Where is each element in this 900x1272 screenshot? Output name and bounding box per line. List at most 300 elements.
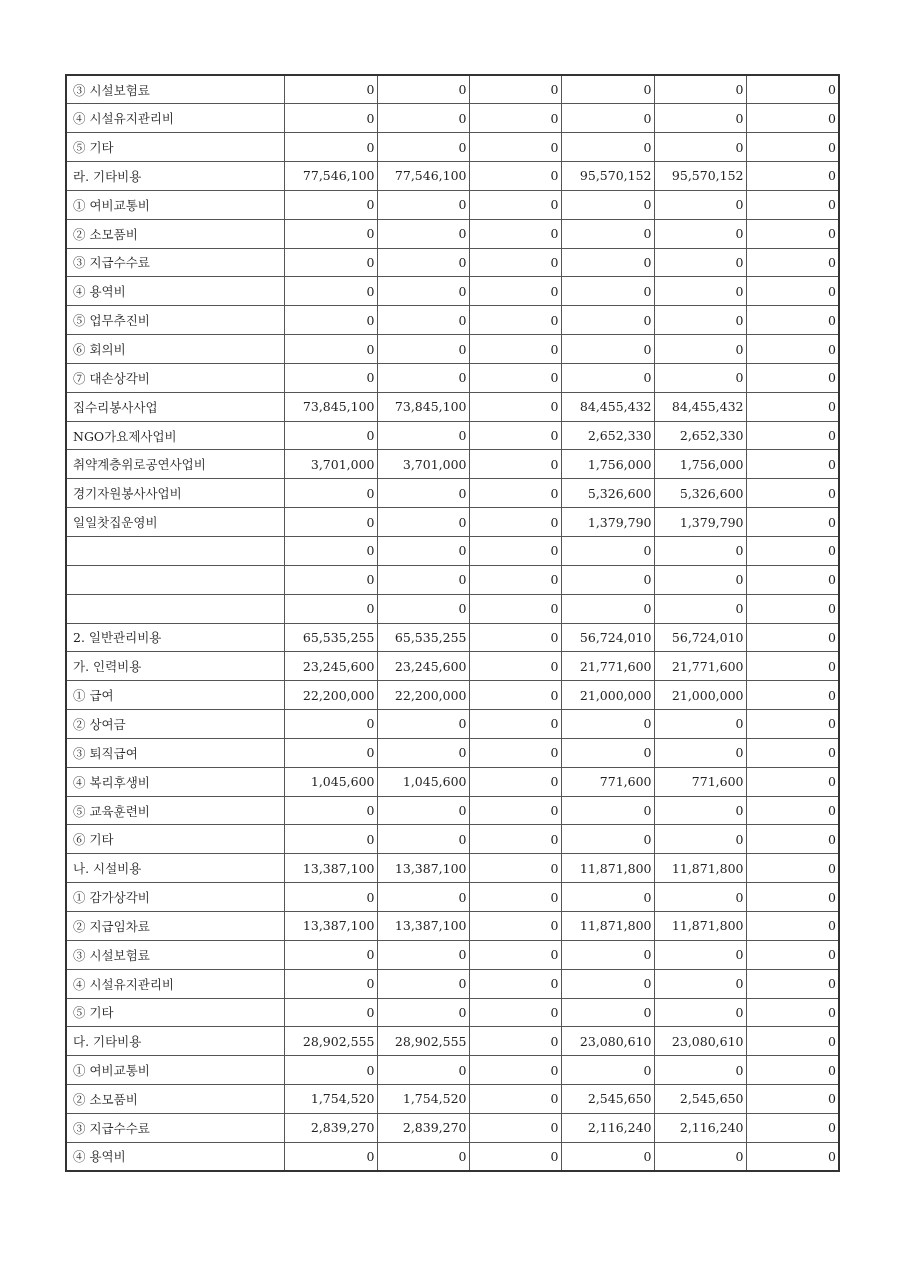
- table-row: [66, 392, 839, 421]
- amount-cell: 2,116,240: [561, 1113, 654, 1142]
- amount-cell: 11,871,800: [561, 854, 654, 883]
- amount-cell: 0: [469, 162, 561, 191]
- amount-cell: 0: [746, 190, 839, 219]
- table-row: [66, 1085, 839, 1114]
- amount-cell: 0: [469, 363, 561, 392]
- amount-cell: 0: [469, 710, 561, 739]
- table-row: [66, 1142, 839, 1171]
- table-row: [66, 1113, 839, 1142]
- amount-cell: 0: [377, 998, 469, 1027]
- amount-cell: 0: [377, 825, 469, 854]
- amount-cell: 0: [469, 133, 561, 162]
- amount-cell: 0: [377, 796, 469, 825]
- row-label-cell: ⑥ 회의비: [66, 335, 284, 364]
- amount-cell: 0: [561, 998, 654, 1027]
- amount-cell: 0: [469, 652, 561, 681]
- amount-cell: 0: [284, 133, 377, 162]
- amount-cell: 0: [469, 306, 561, 335]
- amount-cell: 0: [746, 277, 839, 306]
- amount-cell: 0: [469, 508, 561, 537]
- table-row: [66, 652, 839, 681]
- amount-cell: 0: [284, 306, 377, 335]
- amount-cell: 0: [746, 652, 839, 681]
- amount-cell: 0: [469, 1085, 561, 1114]
- row-label-cell: ④ 용역비: [66, 1142, 284, 1171]
- amount-cell: 0: [746, 1085, 839, 1114]
- amount-cell: 0: [561, 104, 654, 133]
- table-row: [66, 767, 839, 796]
- amount-cell: 0: [561, 75, 654, 104]
- amount-cell: 0: [377, 883, 469, 912]
- row-label-cell: ⑤ 교육훈련비: [66, 796, 284, 825]
- amount-cell: 1,756,000: [654, 450, 746, 479]
- amount-cell: 0: [284, 969, 377, 998]
- row-label-cell: 가. 인력비용: [66, 652, 284, 681]
- amount-cell: 0: [284, 248, 377, 277]
- amount-cell: 0: [284, 104, 377, 133]
- row-label-cell: ① 여비교통비: [66, 190, 284, 219]
- amount-cell: 0: [746, 969, 839, 998]
- table-row: [66, 565, 839, 594]
- row-label-cell: 라. 기타비용: [66, 162, 284, 191]
- row-label-cell: [66, 537, 284, 566]
- amount-cell: 0: [746, 363, 839, 392]
- amount-cell: 0: [561, 594, 654, 623]
- amount-cell: 0: [654, 594, 746, 623]
- amount-cell: 0: [469, 825, 561, 854]
- amount-cell: 1,045,600: [284, 767, 377, 796]
- amount-cell: 77,546,100: [377, 162, 469, 191]
- amount-cell: 0: [561, 190, 654, 219]
- amount-cell: 0: [377, 1142, 469, 1171]
- amount-cell: 0: [469, 738, 561, 767]
- amount-cell: 22,200,000: [377, 681, 469, 710]
- amount-cell: 0: [469, 623, 561, 652]
- amount-cell: 84,455,432: [654, 392, 746, 421]
- table-row: [66, 277, 839, 306]
- amount-cell: 0: [746, 104, 839, 133]
- amount-cell: 0: [746, 883, 839, 912]
- amount-cell: 1,379,790: [654, 508, 746, 537]
- amount-cell: 0: [654, 710, 746, 739]
- table-row: [66, 969, 839, 998]
- amount-cell: 0: [377, 133, 469, 162]
- amount-cell: 0: [746, 1142, 839, 1171]
- amount-cell: 3,701,000: [377, 450, 469, 479]
- amount-cell: 0: [377, 335, 469, 364]
- amount-cell: 0: [284, 738, 377, 767]
- table-row: [66, 681, 839, 710]
- amount-cell: 21,771,600: [561, 652, 654, 681]
- amount-cell: 0: [284, 796, 377, 825]
- amount-cell: 0: [377, 565, 469, 594]
- amount-cell: 0: [654, 1142, 746, 1171]
- table-row: [66, 104, 839, 133]
- amount-cell: 0: [469, 219, 561, 248]
- amount-cell: 0: [469, 565, 561, 594]
- amount-cell: 23,245,600: [284, 652, 377, 681]
- amount-cell: 73,845,100: [284, 392, 377, 421]
- row-label-cell: 다. 기타비용: [66, 1027, 284, 1056]
- amount-cell: 0: [561, 883, 654, 912]
- amount-cell: 0: [377, 969, 469, 998]
- amount-cell: 0: [746, 940, 839, 969]
- amount-cell: 3,701,000: [284, 450, 377, 479]
- amount-cell: 2,116,240: [654, 1113, 746, 1142]
- row-label-cell: ⑦ 대손상각비: [66, 363, 284, 392]
- amount-cell: 0: [654, 565, 746, 594]
- row-label-cell: ② 소모품비: [66, 1085, 284, 1114]
- row-label-cell: ⑤ 기타: [66, 998, 284, 1027]
- amount-cell: 0: [654, 825, 746, 854]
- amount-cell: 0: [377, 306, 469, 335]
- row-label-cell: 일일찻집운영비: [66, 508, 284, 537]
- table-row: [66, 998, 839, 1027]
- amount-cell: 0: [561, 219, 654, 248]
- amount-cell: 21,000,000: [654, 681, 746, 710]
- amount-cell: 0: [469, 681, 561, 710]
- amount-cell: 0: [284, 479, 377, 508]
- table-row: [66, 940, 839, 969]
- amount-cell: 2,545,650: [654, 1085, 746, 1114]
- amount-cell: 0: [469, 1027, 561, 1056]
- amount-cell: 0: [377, 104, 469, 133]
- amount-cell: 0: [746, 421, 839, 450]
- table-row: [66, 190, 839, 219]
- amount-cell: 0: [469, 75, 561, 104]
- amount-cell: 0: [746, 1027, 839, 1056]
- amount-cell: 5,326,600: [561, 479, 654, 508]
- amount-cell: 0: [284, 825, 377, 854]
- amount-cell: 0: [746, 75, 839, 104]
- amount-cell: 0: [561, 335, 654, 364]
- amount-cell: 0: [377, 190, 469, 219]
- amount-cell: 0: [654, 796, 746, 825]
- amount-cell: 0: [746, 681, 839, 710]
- amount-cell: 0: [561, 940, 654, 969]
- amount-cell: 0: [377, 479, 469, 508]
- table-row: [66, 1027, 839, 1056]
- table-row: [66, 335, 839, 364]
- table-row: [66, 75, 839, 104]
- amount-cell: 0: [469, 911, 561, 940]
- row-label-cell: [66, 565, 284, 594]
- amount-cell: 2,652,330: [654, 421, 746, 450]
- amount-cell: 0: [746, 710, 839, 739]
- amount-cell: 0: [654, 1056, 746, 1085]
- amount-cell: 0: [469, 248, 561, 277]
- amount-cell: 0: [377, 248, 469, 277]
- amount-cell: 0: [746, 565, 839, 594]
- amount-cell: 0: [746, 306, 839, 335]
- amount-cell: 21,000,000: [561, 681, 654, 710]
- amount-cell: 0: [561, 1142, 654, 1171]
- amount-cell: 0: [561, 306, 654, 335]
- amount-cell: 0: [561, 738, 654, 767]
- amount-cell: 1,756,000: [561, 450, 654, 479]
- row-label-cell: ③ 지급수수료: [66, 1113, 284, 1142]
- amount-cell: 0: [377, 277, 469, 306]
- row-label-cell: ② 지급임차료: [66, 911, 284, 940]
- amount-cell: 0: [561, 363, 654, 392]
- amount-cell: 23,080,610: [561, 1027, 654, 1056]
- amount-cell: 95,570,152: [561, 162, 654, 191]
- row-label-cell: ④ 용역비: [66, 277, 284, 306]
- table-row: [66, 363, 839, 392]
- amount-cell: 0: [284, 335, 377, 364]
- row-label-cell: 집수리봉사사업: [66, 392, 284, 421]
- amount-cell: 1,754,520: [284, 1085, 377, 1114]
- amount-cell: 23,080,610: [654, 1027, 746, 1056]
- amount-cell: 0: [561, 710, 654, 739]
- amount-cell: 0: [654, 75, 746, 104]
- amount-cell: 0: [469, 190, 561, 219]
- amount-cell: 0: [284, 508, 377, 537]
- expense-table-body: [66, 75, 839, 1171]
- table-row: [66, 854, 839, 883]
- expense-table: [65, 74, 840, 1172]
- row-label-cell: ④ 시설유지관리비: [66, 104, 284, 133]
- table-row: [66, 421, 839, 450]
- table-row: [66, 883, 839, 912]
- amount-cell: 1,045,600: [377, 767, 469, 796]
- row-label-cell: ④ 시설유지관리비: [66, 969, 284, 998]
- table-row: [66, 1056, 839, 1085]
- amount-cell: 0: [469, 104, 561, 133]
- row-label-cell: NGO가요제사업비: [66, 421, 284, 450]
- amount-cell: 0: [654, 940, 746, 969]
- amount-cell: 0: [561, 133, 654, 162]
- amount-cell: 0: [469, 1056, 561, 1085]
- table-row: [66, 450, 839, 479]
- amount-cell: 0: [469, 883, 561, 912]
- amount-cell: 0: [469, 767, 561, 796]
- amount-cell: 0: [746, 594, 839, 623]
- amount-cell: 0: [469, 277, 561, 306]
- amount-cell: 0: [284, 710, 377, 739]
- amount-cell: 0: [284, 594, 377, 623]
- amount-cell: 0: [561, 969, 654, 998]
- table-row: [66, 710, 839, 739]
- amount-cell: 0: [377, 219, 469, 248]
- amount-cell: 771,600: [561, 767, 654, 796]
- amount-cell: 23,245,600: [377, 652, 469, 681]
- row-label-cell: 취약계층위로공연사업비: [66, 450, 284, 479]
- amount-cell: 2,545,650: [561, 1085, 654, 1114]
- amount-cell: 0: [746, 335, 839, 364]
- amount-cell: 2,652,330: [561, 421, 654, 450]
- amount-cell: 0: [284, 219, 377, 248]
- amount-cell: 0: [654, 104, 746, 133]
- amount-cell: 95,570,152: [654, 162, 746, 191]
- amount-cell: 84,455,432: [561, 392, 654, 421]
- table-row: [66, 825, 839, 854]
- amount-cell: 0: [469, 335, 561, 364]
- amount-cell: 1,379,790: [561, 508, 654, 537]
- amount-cell: 11,871,800: [561, 911, 654, 940]
- row-label-cell: ④ 복리후생비: [66, 767, 284, 796]
- amount-cell: 0: [377, 363, 469, 392]
- amount-cell: 28,902,555: [377, 1027, 469, 1056]
- amount-cell: 0: [654, 219, 746, 248]
- amount-cell: 0: [377, 508, 469, 537]
- amount-cell: 0: [469, 854, 561, 883]
- row-label-cell: 2. 일반관리비용: [66, 623, 284, 652]
- amount-cell: 0: [469, 998, 561, 1027]
- amount-cell: 0: [746, 162, 839, 191]
- amount-cell: 0: [561, 277, 654, 306]
- amount-cell: 0: [746, 479, 839, 508]
- amount-cell: 11,871,800: [654, 854, 746, 883]
- amount-cell: 21,771,600: [654, 652, 746, 681]
- amount-cell: 65,535,255: [284, 623, 377, 652]
- amount-cell: 0: [377, 537, 469, 566]
- amount-cell: 0: [654, 306, 746, 335]
- amount-cell: 0: [746, 998, 839, 1027]
- amount-cell: 0: [654, 998, 746, 1027]
- row-label-cell: ⑤ 기타: [66, 133, 284, 162]
- amount-cell: 0: [469, 479, 561, 508]
- amount-cell: 0: [284, 940, 377, 969]
- amount-cell: 0: [284, 998, 377, 1027]
- amount-cell: 0: [377, 738, 469, 767]
- amount-cell: 56,724,010: [561, 623, 654, 652]
- amount-cell: 0: [746, 623, 839, 652]
- amount-cell: 0: [284, 537, 377, 566]
- amount-cell: 0: [469, 450, 561, 479]
- amount-cell: 1,754,520: [377, 1085, 469, 1114]
- amount-cell: 0: [284, 883, 377, 912]
- amount-cell: 0: [377, 940, 469, 969]
- amount-cell: 0: [469, 796, 561, 825]
- amount-cell: 0: [746, 738, 839, 767]
- amount-cell: 56,724,010: [654, 623, 746, 652]
- table-row: [66, 162, 839, 191]
- amount-cell: 13,387,100: [377, 911, 469, 940]
- amount-cell: 65,535,255: [377, 623, 469, 652]
- row-label-cell: ③ 시설보험료: [66, 940, 284, 969]
- amount-cell: 11,871,800: [654, 911, 746, 940]
- amount-cell: 0: [746, 537, 839, 566]
- table-row: [66, 219, 839, 248]
- amount-cell: 0: [377, 710, 469, 739]
- amount-cell: 0: [284, 277, 377, 306]
- amount-cell: 0: [469, 1113, 561, 1142]
- amount-cell: 0: [561, 248, 654, 277]
- amount-cell: 0: [284, 565, 377, 594]
- amount-cell: 0: [746, 392, 839, 421]
- amount-cell: 0: [654, 969, 746, 998]
- table-row: [66, 623, 839, 652]
- row-label-cell: ③ 퇴직급여: [66, 738, 284, 767]
- amount-cell: 0: [746, 133, 839, 162]
- table-row: [66, 911, 839, 940]
- amount-cell: 0: [746, 248, 839, 277]
- amount-cell: 0: [561, 1056, 654, 1085]
- amount-cell: 0: [746, 796, 839, 825]
- amount-cell: 0: [284, 1056, 377, 1085]
- amount-cell: 0: [654, 190, 746, 219]
- row-label-cell: ⑤ 업무추진비: [66, 306, 284, 335]
- row-label-cell: 나. 시설비용: [66, 854, 284, 883]
- table-row: [66, 796, 839, 825]
- amount-cell: 0: [654, 248, 746, 277]
- table-row: [66, 306, 839, 335]
- amount-cell: 0: [377, 75, 469, 104]
- amount-cell: 0: [746, 219, 839, 248]
- amount-cell: 5,326,600: [654, 479, 746, 508]
- amount-cell: 0: [746, 508, 839, 537]
- amount-cell: 0: [746, 1056, 839, 1085]
- row-label-cell: ③ 시설보험료: [66, 75, 284, 104]
- amount-cell: 0: [746, 911, 839, 940]
- amount-cell: 0: [284, 1142, 377, 1171]
- amount-cell: 0: [469, 969, 561, 998]
- amount-cell: 0: [377, 594, 469, 623]
- amount-cell: 0: [469, 1142, 561, 1171]
- row-label-cell: [66, 594, 284, 623]
- table-row: [66, 508, 839, 537]
- table-row: [66, 738, 839, 767]
- amount-cell: 0: [654, 738, 746, 767]
- amount-cell: 22,200,000: [284, 681, 377, 710]
- amount-cell: 0: [654, 537, 746, 566]
- amount-cell: 771,600: [654, 767, 746, 796]
- amount-cell: 0: [746, 854, 839, 883]
- amount-cell: 0: [561, 796, 654, 825]
- row-label-cell: ① 여비교통비: [66, 1056, 284, 1085]
- amount-cell: 0: [561, 825, 654, 854]
- table-row: [66, 133, 839, 162]
- row-label-cell: ② 소모품비: [66, 219, 284, 248]
- amount-cell: 0: [654, 277, 746, 306]
- amount-cell: 0: [284, 421, 377, 450]
- table-row: [66, 594, 839, 623]
- row-label-cell: ② 상여금: [66, 710, 284, 739]
- amount-cell: 0: [377, 421, 469, 450]
- amount-cell: 0: [469, 421, 561, 450]
- amount-cell: 73,845,100: [377, 392, 469, 421]
- amount-cell: 0: [654, 883, 746, 912]
- amount-cell: 0: [654, 133, 746, 162]
- table-row: [66, 537, 839, 566]
- amount-cell: 0: [469, 594, 561, 623]
- amount-cell: 77,546,100: [284, 162, 377, 191]
- row-label-cell: ⑥ 기타: [66, 825, 284, 854]
- amount-cell: 0: [284, 75, 377, 104]
- table-row: [66, 479, 839, 508]
- amount-cell: 0: [284, 190, 377, 219]
- amount-cell: 0: [654, 363, 746, 392]
- amount-cell: 0: [746, 767, 839, 796]
- amount-cell: 0: [469, 940, 561, 969]
- amount-cell: 0: [469, 537, 561, 566]
- row-label-cell: ① 급여: [66, 681, 284, 710]
- amount-cell: 0: [746, 825, 839, 854]
- amount-cell: 0: [469, 392, 561, 421]
- amount-cell: 0: [746, 450, 839, 479]
- table-row: [66, 248, 839, 277]
- amount-cell: 13,387,100: [284, 854, 377, 883]
- row-label-cell: 경기자원봉사사업비: [66, 479, 284, 508]
- amount-cell: 0: [377, 1056, 469, 1085]
- amount-cell: 2,839,270: [377, 1113, 469, 1142]
- amount-cell: 0: [746, 1113, 839, 1142]
- row-label-cell: ③ 지급수수료: [66, 248, 284, 277]
- amount-cell: 13,387,100: [377, 854, 469, 883]
- row-label-cell: ① 감가상각비: [66, 883, 284, 912]
- amount-cell: 2,839,270: [284, 1113, 377, 1142]
